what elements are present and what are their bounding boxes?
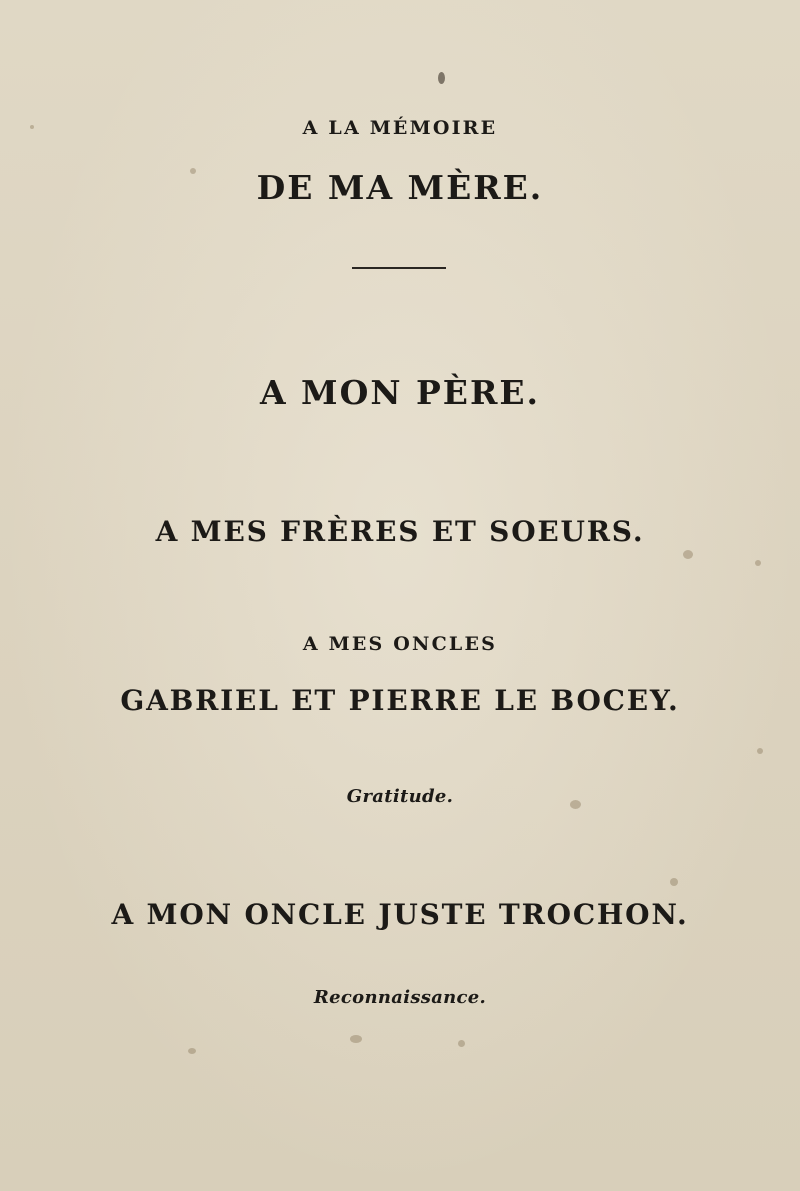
paper-speck — [757, 748, 763, 754]
dedication-oncle-juste-line: A MON ONCLE JUSTE TROCHON. — [111, 898, 689, 931]
paper-speck — [755, 560, 761, 566]
dedication-reconnaissance: Reconnaissance. — [313, 987, 487, 1008]
paper-speck — [188, 1048, 196, 1054]
show-through-title — [0, 272, 800, 323]
paper-speck — [683, 550, 693, 559]
dedication-mere-line: DE MA MÈRE. — [256, 168, 544, 207]
dedication-gratitude: Gratitude. — [346, 786, 454, 807]
paper-speck — [458, 1040, 465, 1047]
dedication-oncles-names: GABRIEL ET PIERRE LE BOCEY. — [120, 684, 680, 717]
dedication-oncles-line: A MES ONCLES — [302, 633, 498, 655]
section-divider — [352, 267, 446, 269]
paper-speck — [350, 1035, 362, 1043]
paper-speck — [670, 878, 678, 886]
dedication-pere-line: A MON PÈRE. — [259, 373, 541, 412]
dedication-memoire-line: A LA MÉMOIRE — [302, 117, 498, 139]
dedication-freres-line: A MES FRÈRES ET SOEURS. — [155, 515, 645, 548]
paper-speck — [438, 72, 445, 84]
